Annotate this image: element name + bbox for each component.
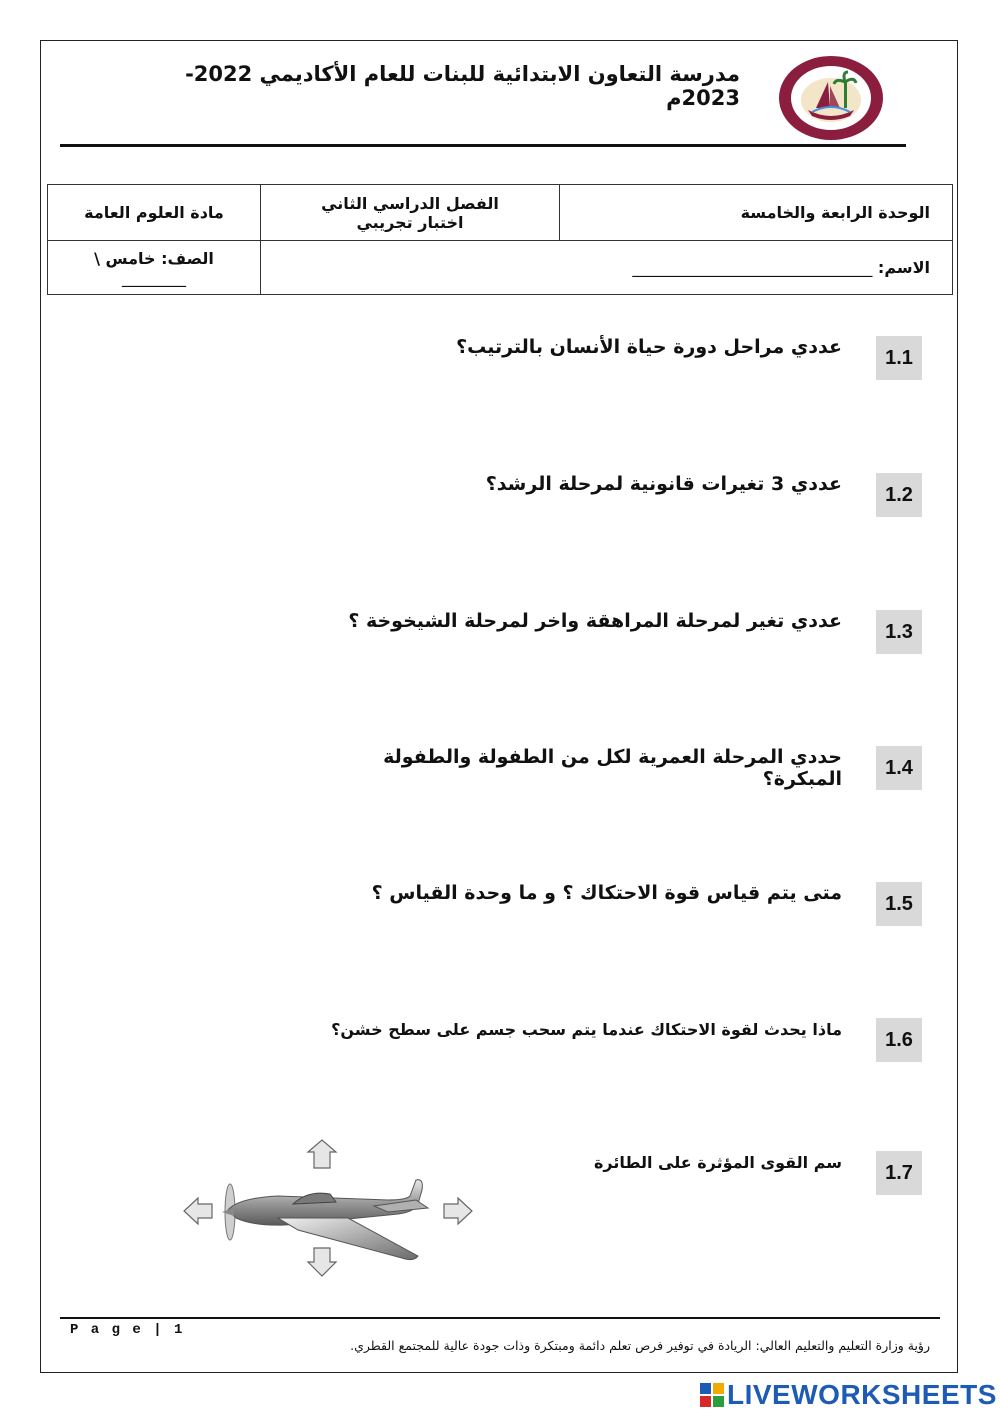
subject-label: مادة العلوم العامة <box>84 203 224 222</box>
question-3 <box>300 610 922 656</box>
name-cell <box>261 241 953 295</box>
airplane-forces-icon <box>178 1138 478 1280</box>
semester-cell <box>261 185 560 241</box>
header-rule <box>60 144 906 147</box>
class-input-line[interactable]: ________ <box>122 267 186 287</box>
qatar-ministry-logo <box>776 52 886 144</box>
question-text: سم القوى المؤثرة على الطائرة <box>593 1153 842 1172</box>
question-text: عددي تغير لمرحلة المراهقة واخر لمرحلة الشيخوخة ؟ <box>348 610 842 632</box>
question-4 <box>300 746 922 792</box>
name-label: الاسم: <box>877 258 930 277</box>
weight-arrow-icon <box>308 1248 336 1276</box>
question-2 <box>300 473 922 519</box>
unit-label: الوحدة الرابعة والخامسة <box>740 203 930 222</box>
lift-arrow-icon <box>308 1140 336 1168</box>
question-5 <box>300 882 922 928</box>
liveworksheets-watermark <box>700 1378 997 1412</box>
question-number: 1.4 <box>876 746 922 790</box>
name-input-line[interactable]: ______________________________ <box>632 258 873 277</box>
unit-cell <box>560 185 953 241</box>
question-number: 1.6 <box>876 1018 922 1062</box>
class-label: الصف: خامس \ <box>94 248 214 268</box>
semester-label: الفصل الدراسي الثاني <box>321 193 499 213</box>
class-cell <box>48 241 261 295</box>
subject-cell <box>48 185 261 241</box>
question-number: 1.5 <box>876 882 922 926</box>
question-text: متى يتم قياس قوة الاحتكاك ؟ و ما وحدة القياس ؟ <box>371 882 842 904</box>
question-number: 1.3 <box>876 610 922 654</box>
drag-arrow-icon <box>444 1198 472 1224</box>
question-number: 1.7 <box>876 1151 922 1195</box>
footer-rule <box>60 1317 940 1319</box>
ministry-vision-text: رؤية وزارة التعليم والتعليم العالي: الريادة في توفير فرص تعلم دائمة ومبتكرة وذات جودة عالية للمجتمع القطري. <box>350 1338 930 1353</box>
exam-type-label: اختبار تجريبي <box>356 212 464 232</box>
page-number: P a g e | 1 <box>70 1322 185 1338</box>
question-text: عددي 3 تغيرات قانونية لمرحلة الرشد؟ <box>485 473 842 495</box>
question-text: عددي مراحل دورة حياة الأنسان بالترتيب؟ <box>456 336 842 358</box>
thrust-arrow-icon <box>184 1198 212 1224</box>
info-table <box>47 184 953 295</box>
school-title: مدرسة التعاون الابتدائية للبنات للعام الأكاديمي 2022-2023م <box>185 62 740 110</box>
liveworksheets-logo-icon <box>700 1383 724 1407</box>
question-text: ماذا يحدث لقوة الاحتكاك عندما يتم سحب جسم على سطح خشن؟ <box>331 1020 842 1039</box>
question-6 <box>300 1018 922 1064</box>
watermark-text: LIVEWORKSHEETS <box>727 1379 997 1410</box>
question-1 <box>300 336 922 382</box>
question-number: 1.1 <box>876 336 922 380</box>
question-text: حددي المرحلة العمرية لكل من الطفولة والطفولة المبكرة؟ <box>383 746 842 790</box>
question-number: 1.2 <box>876 473 922 517</box>
